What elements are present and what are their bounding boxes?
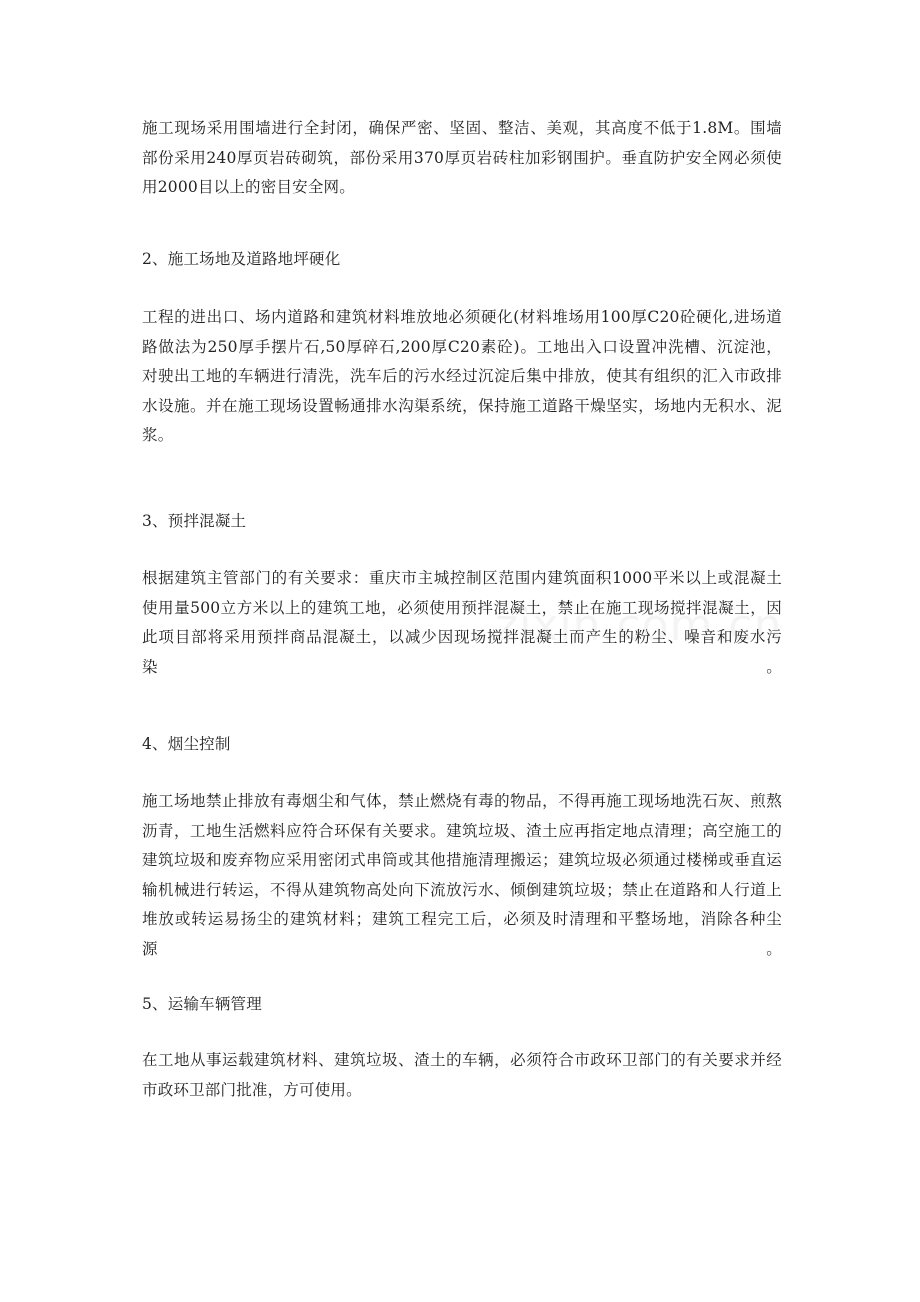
text-line: 建筑垃圾和废弃物应采用密闭式串筒或其他措施清理搬运；建筑垃圾必须通过楼梯或垂直运 xyxy=(142,851,782,869)
text-line: 用2000目以上的密目安全网。 xyxy=(142,178,355,196)
text-line: 工程的进出口、场内道路和建筑材料堆放地必须硬化(材料堆场用100厚C20砼硬化,进场道 xyxy=(142,308,782,326)
text-line: 部份采用240厚页岩砖砌筑，部份采用370厚页岩砖柱加彩钢围护。垂直防护安全网必须使 xyxy=(142,148,782,167)
section-heading-2: 2、施工场地及道路地坪硬化 xyxy=(142,250,341,268)
text-line: 输机械进行转运，不得从建筑物高处向下流放污水、倾倒建筑垃圾；禁止在道路和人行道上 xyxy=(142,880,782,899)
section-heading-5: 5、运输车辆管理 xyxy=(142,995,262,1013)
paragraph-dust xyxy=(142,787,782,964)
section-heading-3: 3、预拌混凝土 xyxy=(142,512,247,530)
paragraph-enclosure xyxy=(142,114,782,203)
text-line: 市政环卫部门批准，方可使用。 xyxy=(142,1080,362,1099)
section-heading-4: 4、烟尘控制 xyxy=(142,735,231,753)
paragraph-concrete xyxy=(142,564,782,682)
text-line: 施工场地禁止排放有毒烟尘和气体，禁止燃烧有毒的物品，不得再施工现场地洗石灰、煎熬 xyxy=(142,792,782,810)
text-line: 沥青，工地生活燃料应符合环保有关要求。建筑垃圾、渣土应再指定地点清理；高空施工的 xyxy=(142,821,782,840)
text-line: 对驶出工地的车辆进行清洗，洗车后的污水经过沉淀后集中排放，使其有组织的汇入市政排 xyxy=(142,367,782,385)
text-line: 浆。 xyxy=(142,426,174,444)
paragraph-hardening xyxy=(142,303,782,451)
text-line: 堆放或转运易扬尘的建筑材料；建筑工程完工后，必须及时清理和平整场地，消除各种尘源。 xyxy=(142,910,782,958)
text-line: 此项目部将采用预拌商品混凝土，以减少因现场搅拌混凝土而产生的粉尘、噪音和废水污染。 xyxy=(142,628,782,676)
text-line: 施工现场采用围墙进行全封闭，确保严密、坚固、整洁、美观，其高度不低于1.8M。围墙 xyxy=(142,119,782,137)
text-line: 水设施。并在施工现场设置畅通排水沟渠系统，保持施工道路干燥坚实，场地内无积水、泥 xyxy=(142,396,782,415)
text-line: 路做法为250厚手摆片石,50厚碎石,200厚C20素砼)。工地出入口设置冲洗槽、沉淀池， xyxy=(142,337,782,356)
text-line: 在工地从事运载建筑材料、建筑垃圾、渣土的车辆，必须符合市政环卫部门的有关要求并经 xyxy=(142,1051,782,1069)
text-line: 使用量500立方米以上的建筑工地，必须使用预拌混凝土，禁止在施工现场搅拌混凝土，因 xyxy=(142,598,782,617)
text-line: 根据建筑主管部门的有关要求：重庆市主城控制区范围内建筑面积1000平米以上或混凝土 xyxy=(142,569,782,587)
paragraph-vehicles xyxy=(142,1046,782,1105)
